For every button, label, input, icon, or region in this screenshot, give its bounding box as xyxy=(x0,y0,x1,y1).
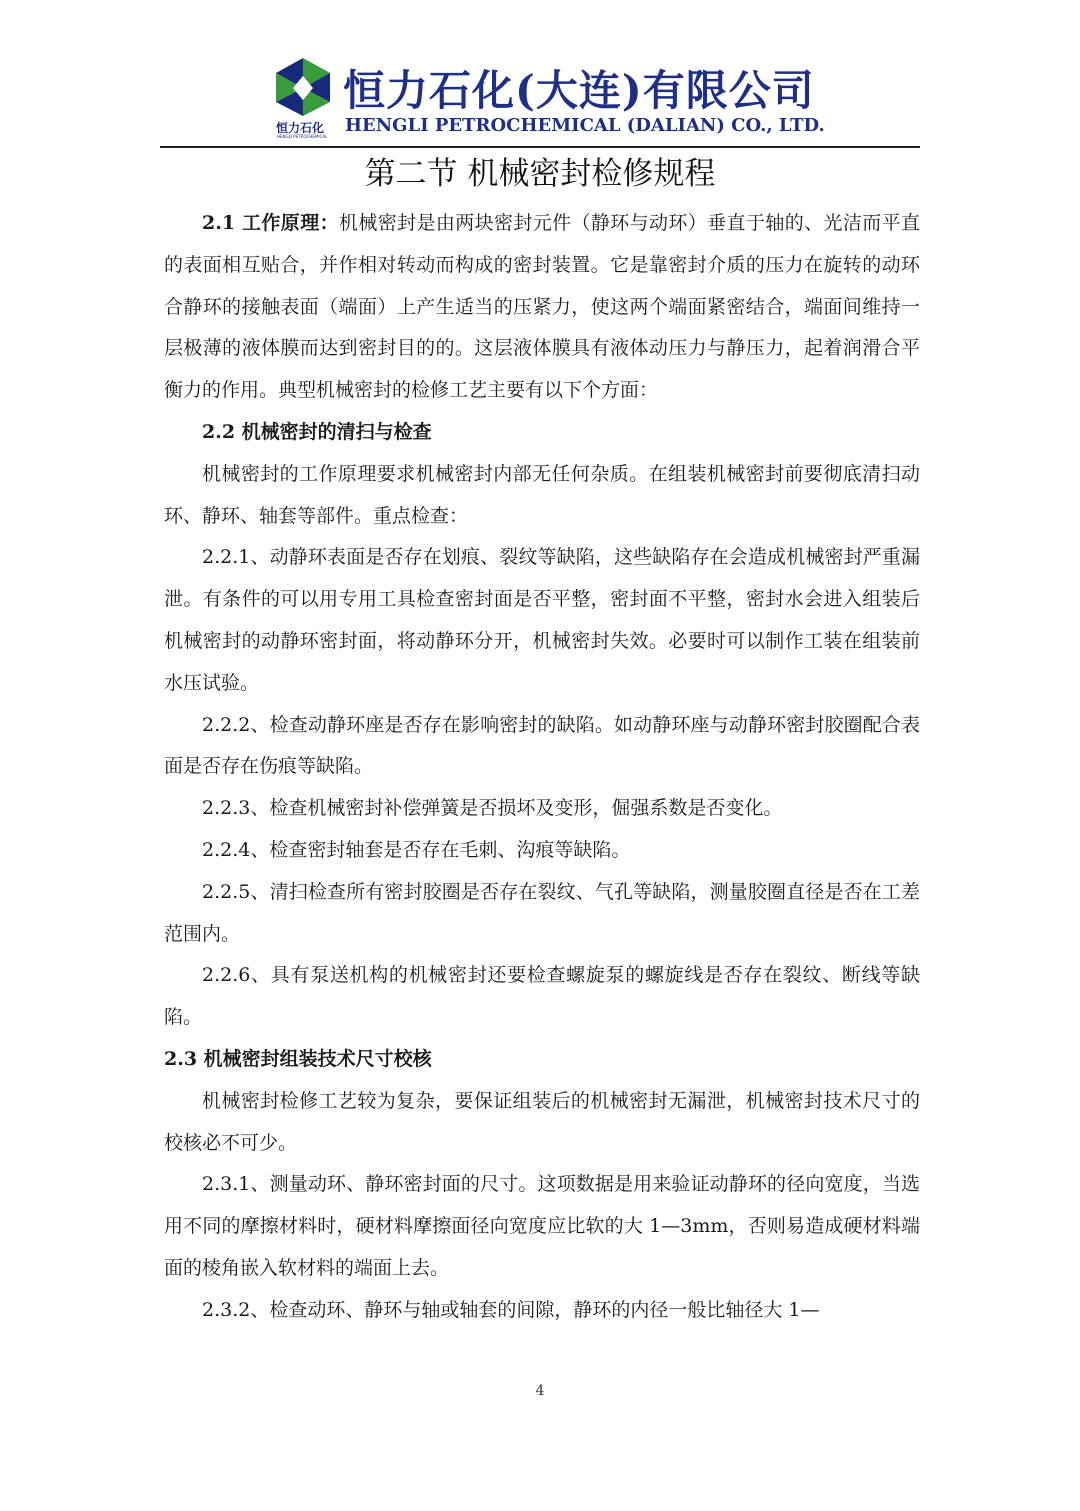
section-title: 第二节 机械密封检修规程 xyxy=(364,156,716,192)
company-name-cn: 恒力石化(大连)有限公司 xyxy=(343,66,815,115)
paragraph-text: 机械密封是由两块密封元件（静环与动环）垂直于轴的、光洁而平直的表面相互贴合，并作相对转动而构成的密封装置。它是靠密封介质的压力在旋转的动环合静环的接触表面（端面）上产生适当的压紧力，使这两个端面紧密结合，端面间维持一层极薄的液体膜而达到密封目的的。这层液体膜具有液体动压力与静压力，起着润滑合平衡力的作用。典型机械密封的检修工艺主要有以下个方面： xyxy=(164,212,920,402)
logo-caption: 恒力石化 xyxy=(276,121,325,135)
paragraph: 机械密封检修工艺较为复杂，要保证组装后的机械密封无漏泄，机械密封技术尺寸的校核必不可少。 xyxy=(164,1089,920,1154)
logo-caption-en: HENGLI PETROCHEMICAL xyxy=(277,134,328,139)
paragraph-2-3-1: 2.3.1、测量动环、静环密封面的尺寸。这项数据是用来验证动静环的径向宽度，当选用不同的摩擦材料时，硬材料摩擦面径向宽度应比软的大 1—3mm，否则易造成硬材料端面的棱角嵌入软材料的端面上去。 xyxy=(164,1173,920,1279)
subheading-2-3: 2.3 机械密封组装技术尺寸校核 xyxy=(164,1047,432,1070)
page-number: 4 xyxy=(535,1383,545,1399)
paragraph-2-2-1: 2.2.1、动静环表面是否存在划痕、裂纹等缺陷，这些缺陷存在会造成机械密封严重漏泄。有条件的可以用专用工具检查密封面是否平整，密封面不平整，密封水会进入组装后机械密封的动静环密封面，将动静环分开，机械密封失效。必要时可以制作工装在组装前水压试验。 xyxy=(164,546,920,694)
letterhead xyxy=(0,0,1080,150)
document-body xyxy=(164,203,920,1332)
paragraph-2-1 xyxy=(164,203,920,412)
paragraph-2-2-6: 2.2.6、具有泵送机构的机械密封还要检查螺旋泵的螺旋线是否存在裂纹、断线等缺陷。 xyxy=(164,964,920,1029)
paragraph-lead: 2.1 工作原理： xyxy=(202,212,339,234)
subheading-2-2: 2.2 机械密封的清扫与检查 xyxy=(202,420,432,443)
paragraph-2-2-3: 2.2.3、检查机械密封补偿弹簧是否损坏及变形，倔强系数是否变化。 xyxy=(202,797,783,820)
company-name-en: HENGLI PETROCHEMICAL (DALIAN) CO., LTD. xyxy=(345,115,825,136)
paragraph-2-3-2: 2.3.2、检查动环、静环与轴或轴套的间隙，静环的内径一般比轴径大 1— xyxy=(202,1298,820,1321)
paragraph-2-2-2: 2.2.2、检查动静环座是否存在影响密封的缺陷。如动静环座与动静环密封胶圈配合表面是否存在伤痕等缺陷。 xyxy=(164,713,920,778)
paragraph: 机械密封的工作原理要求机械密封内部无任何杂质。在组装机械密封前要彻底清扫动环、静环、轴套等部件。重点检查： xyxy=(164,462,920,527)
company-logo-icon xyxy=(274,56,332,118)
paragraph-2-2-4: 2.2.4、检查密封轴套是否存在毛刺、沟痕等缺陷。 xyxy=(202,838,631,861)
paragraph-2-2-5: 2.2.5、清扫检查所有密封胶圈是否存在裂纹、气孔等缺陷，测量胶圈直径是否在工差范围内。 xyxy=(164,880,920,945)
